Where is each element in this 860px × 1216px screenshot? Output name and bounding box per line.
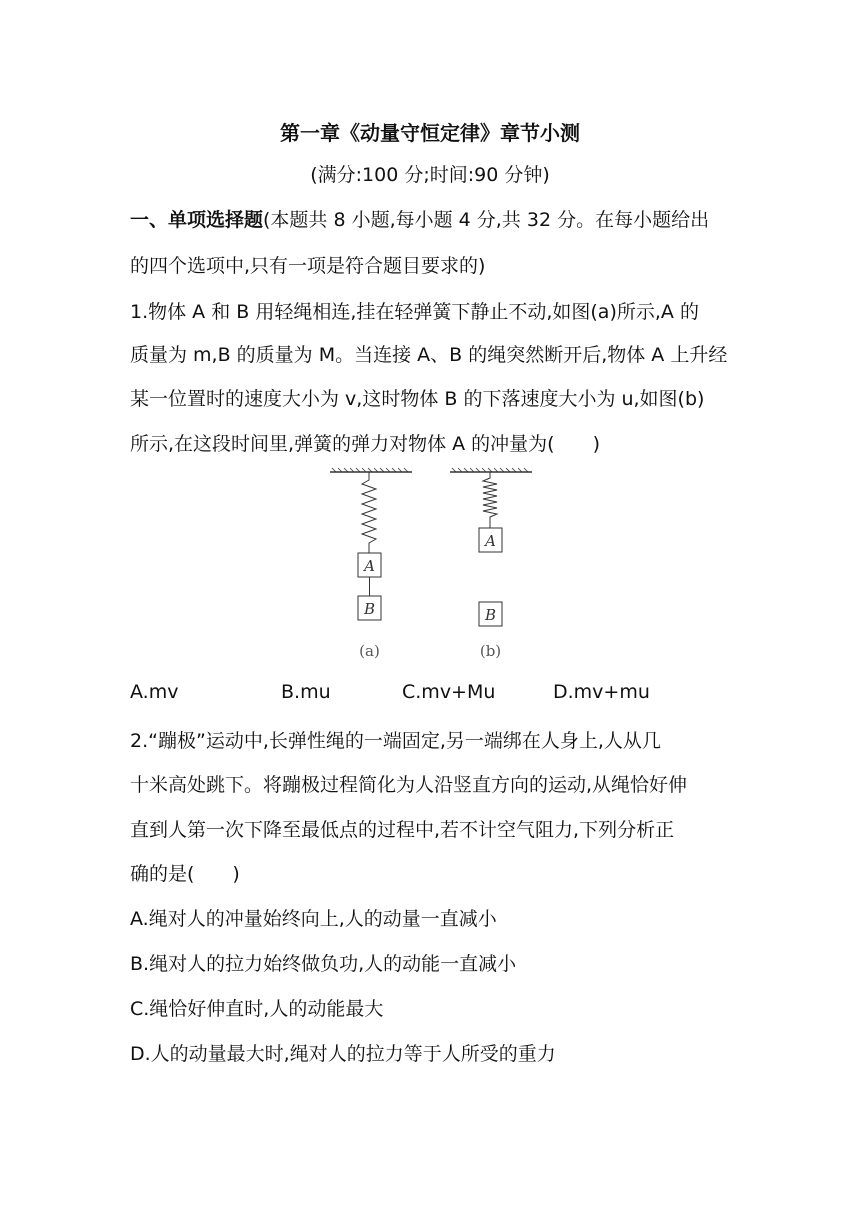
page-title: 第一章《动量守恒定律》章节小测 <box>280 121 580 145</box>
block-b-label-panel-a: B <box>363 600 376 618</box>
question-1-option-b: B.mu <box>281 681 331 703</box>
question-1-line-1: 1.物体 A 和 B 用轻绳相连,挂在轻弹簧下静止不动,如图(a)所示,A 的 <box>130 301 699 323</box>
spring-diagram <box>320 462 540 667</box>
question-1-option-d: D.mv+mu <box>553 681 650 703</box>
question-1-line-3: 某一位置时的速度大小为 v,这时物体 B 的下落速度大小为 u,如图(b) <box>130 388 705 410</box>
block-a-label-panel-b: A <box>485 532 496 550</box>
question-2-line-4: 确的是( ) <box>130 863 240 885</box>
block-b-label-panel-b: B <box>484 606 497 624</box>
section-heading-row <box>130 205 709 232</box>
caption-b: (b) <box>479 642 502 660</box>
question-1-option-c: C.mv+Mu <box>402 681 496 703</box>
block-a-label-panel-a: A <box>364 557 375 575</box>
question-2-line-1: 2.“蹦极”运动中,长弹性绳的一端固定,另一端绑在人身上,人从几 <box>130 730 661 752</box>
question-2-option-c: C.绳恰好伸直时,人的动能最大 <box>130 998 384 1020</box>
question-2-option-d: D.人的动量最大时,绳对人的拉力等于人所受的重力 <box>130 1043 556 1065</box>
question-2-option-a: A.绳对人的冲量始终向上,人的动量一直减小 <box>130 908 497 930</box>
question-2-option-b: B.绳对人的拉力始终做负功,人的动能一直减小 <box>130 953 517 975</box>
question-1-line-2: 质量为 m,B 的质量为 M。当连接 A、B 的绳突然断开后,物体 A 上升经 <box>130 344 728 366</box>
page-subtitle: (满分:100 分;时间:90 分钟) <box>310 164 550 186</box>
question-2-line-3: 直到人第一次下降至最低点的过程中,若不计空气阻力,下列分析正 <box>130 819 675 841</box>
question-1-line-4: 所示,在这段时间里,弹簧的弹力对物体 A 的冲量为( ) <box>130 433 600 455</box>
caption-a: (a) <box>359 642 380 660</box>
panel-a <box>330 468 412 620</box>
section-description: (本题共 8 小题,每小题 4 分,共 32 分。在每小题给出 <box>263 209 710 231</box>
section-heading: 一、单项选择题 <box>130 209 264 231</box>
section-description-continued: 的四个选项中,只有一项是符合题目要求的) <box>130 255 486 277</box>
question-1-option-a: A.mv <box>130 681 179 703</box>
question-2-line-2: 十米高处跳下。将蹦极过程简化为人沿竖直方向的运动,从绳恰好伸 <box>130 774 688 796</box>
